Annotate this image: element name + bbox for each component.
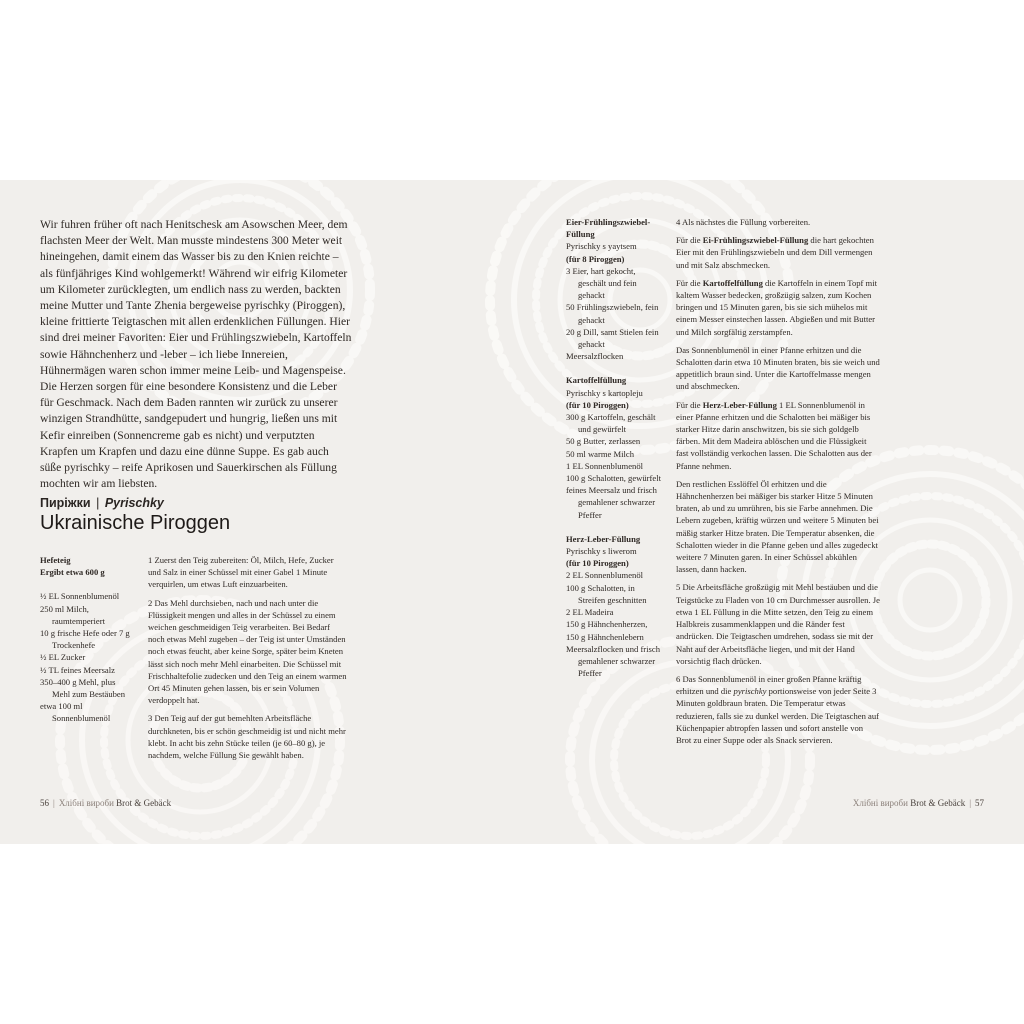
filling-ingredient-item: 50 ml warme Milch (566, 448, 635, 459)
step-text: die Kartoffeln in einem Topf mit kaltem Wasser bedecken, großzügig salzen, zum Kochen bringen und 15 Minuten garen, bis sie sich mühelos mit einem Messer einstechen lassen. Abgießen und mit Butter und Milch sorgfältig zerstampfen. (676, 277, 878, 337)
filling-ingredient-item: 150 g Hähnchenherzen, (566, 619, 648, 630)
filling-yield: (für 10 Piroggen) (566, 558, 629, 569)
dough-yield: Ergibt etwa 600 g (40, 567, 105, 578)
footer-section-left: Brot & Gebäck (116, 798, 172, 808)
footer-left: 56 | Хлібні вироби Brot & Gebäck (40, 798, 172, 808)
filling-ingredient-item: 100 g Schalotten, in Streifen geschnitten (566, 582, 647, 605)
filling-yield: (für 8 Piroggen) (566, 253, 625, 264)
subtitle-german: Pyrischky (104, 496, 164, 510)
method-step: 3 Den Teig auf der gut bemehlten Arbeitsfläche durchkneten, bis er schön geschmeidig ist und nicht mehr klebt. In acht bis zehn Stücke teilen (je 60–80 g), je nachdem, welche Füllung Sie gewählt haben. (148, 713, 346, 761)
intro-text: Wir fuhren früher oft nach Henitschesk am Asowschen Meer, dem flachsten Meer der Welt. Man musste mindestens 300 Meter weit hineingehen, damit einem das Wasser bis zu den Knien reichte – als fünfjähriges Kind wohlgemerkt! Während wir eifrig Kilometer um Kilometer zurücklegten, um endlich nass zu werden, backten meine Mutter und Tante Zhenia bergeweise pyrischky (Piroggen), kleine frittierte Teigtaschen mit allen erdenklichen Füllungen. Hier sind drei meiner Favoriten: Eier und Frühlingszwiebeln, Kartoffeln sowie Hähnchenherz und -leber – ich liebe Innereien, Hühnermägen waren schon immer meine Leib- und Magenspeise. Die Herzen sorgen für eine besondere Konsistenz und die Leber für Geschmack. Nach dem Baden rannten wir zurück zu unserer winzigen Strandhütte, sandgepudert und hungrig, ließen uns mit Kefir einreiben (Sonnencreme gab es nicht) und verputzten Krapfen um Krapfen und dazu eine dünne Suppe. Es gab auch süße pyrischky – reife Aprikosen und Sauerkirschen als Füllung mochten wir am liebsten. (40, 218, 352, 491)
filling-ingredient-item: 2 EL Madeira (566, 607, 614, 618)
filling-subtitle: Pyrischky s kartopleju (566, 387, 643, 398)
step-text: 4 Als nächstes die Füllung vorbereiten. (676, 217, 811, 227)
step-italic-text: pyrischky (733, 686, 767, 697)
dough-ingredient-item: ½ TL feines Meersalz (40, 664, 115, 675)
filling-ingredient-item: 20 g Dill, samt Stielen fein gehackt (566, 326, 659, 350)
filling-block (566, 374, 662, 520)
method-step (676, 344, 880, 393)
page-number-left: 56 (40, 798, 49, 808)
step-bold-text: Herz-Leber-Füllung (702, 399, 777, 410)
step-lead-text: Für die (676, 235, 703, 246)
filling-ingredient-item: 3 Eier, hart gekocht, geschält und fein gehackt (566, 265, 637, 301)
step-text: Das Sonnenblumenöl in einer Pfanne erhitzen und die Schalotten darin etwa 10 Minuten braten, bis sie weich und appetitlich braun sind. Unter die Kartoffelmasse mengen und abschmecken. (676, 344, 880, 392)
method-step: 2 Das Mehl durchsieben, nach und nach unter die Flüssigkeit mengen und alles in der Schüssel zu einem weichen geschmeidigen Teig verarbeiten. Bei Bedarf noch etwas Mehl zugeben – der Teig ist unter Umständen noch etwas feucht, aber keine Sorge, später beim Kneten lässt sich noch mehr Mehl einarbeiten. Die Schüssel mit Frischhaltefolie zudecken und den Teig an einem warmen Ort 45 Minuten gehen lassen, bis er sein Volumen verdoppelt hat. (148, 597, 347, 706)
filling-ingredient-item: 50 Frühlingszwiebeln, fein gehackt (566, 302, 659, 325)
dough-ingredient-item: 250 ml Milch, raumtemperiert (40, 603, 105, 626)
filling-ingredient-item: Meersalzflocken und frisch gemahlener schwarzer Pfeffer (566, 643, 661, 679)
step-bold-text: Kartoffelfüllung (702, 277, 763, 288)
method-steps-right (676, 216, 880, 752)
step-lead-text: 6 Das Sonnenblumenöl in einer großen Pfanne kräftig erhitzen und die (676, 673, 862, 697)
filling-ingredient-item: feines Meersalz und frisch gemahlener schwarzer Pfeffer (566, 485, 657, 520)
filling-subtitle: Pyrischky s liwerom (566, 546, 637, 557)
method-step: 1 Zuerst den Teig zubereiten: Öl, Milch, Hefe, Zucker und Salz in einer Schüssel mit einer Gabel 1 Minute verquirlen, um etwas Luft einzuarbeiten. (148, 555, 334, 590)
book-spread (0, 180, 1024, 844)
dough-ingredient-item: ½ EL Zucker (40, 652, 86, 663)
recipe-title: Ukrainische Piroggen (40, 512, 231, 534)
filling-ingredient-list (566, 411, 662, 521)
filling-block (566, 216, 662, 362)
dough-ingredient-item: 10 g frische Hefe oder 7 g Trockenhefe (40, 628, 130, 651)
filling-title: Herz-Leber-Füllung (566, 533, 641, 544)
subtitle-ukrainian: Пиріжки (40, 496, 91, 510)
method-step (676, 234, 880, 271)
filling-ingredient-list (566, 569, 662, 679)
filling-ingredient-item: 1 EL Sonnenblumenöl (566, 460, 644, 471)
filling-ingredient-item: 100 g Schalotten, gewürfelt (566, 473, 661, 484)
footer-right: Хлібні вироби Brot & Gebäck | 57 (852, 798, 984, 808)
step-text: Den restlichen Esslöffel Öl erhitzen und die Hähnchenherzen bei mäßiger bis starker Hitze 5 Minuten braten, ab und zu umrühren, bis sie Farbe annehmen. Die Lebern zugeben, kräftig würzen und weitere 5 Minuten bei mäßig starker Hitze braten. Die Temperatur absenken, die Schalotten wieder in die Pfanne geben und alles zugedeckt weitere 7 Minuten garen. In einer Schüssel abkühlen lassen, dann hacken. (676, 478, 879, 575)
step-bold-text: Ei-Frühlingszwiebel-Füllung (702, 235, 809, 246)
filling-subtitle: Pyrischky s yaytsem (566, 241, 637, 252)
method-step (676, 673, 880, 746)
step-lead-text: Für die (676, 399, 703, 410)
method-step (676, 399, 880, 472)
dough-ingredient-list (40, 590, 132, 724)
filling-ingredient-list (566, 265, 662, 363)
step-text: portionsweise von jeder Seite 3 Minuten goldbraun braten. Die Temperatur etwas reduzieren, falls sie zu dunkel werden. Die Teigtaschen auf Küchenpapier abtropfen lassen und sofort anstelle von Brot zu einer Suppe oder als Snack servieren. (676, 686, 880, 745)
step-text: 1 EL Sonnenblumenöl in einer Pfanne erhitzen und die Schalotten bei mäßiger bis starker Hitze darin anschwitzen, bis sie sich goldgelb färben. Mit dem Madeira ablöschen und die Flüssigkeit fast vollständig verkochen lassen. Die Schalotten aus der Pfanne nehmen. (676, 399, 872, 471)
method-step (676, 581, 880, 666)
page-number-right: 57 (975, 798, 984, 808)
filling-yield: (für 10 Piroggen) (566, 399, 629, 410)
method-step (676, 216, 880, 228)
filling-ingredient-item: 50 g Butter, zerlassen (566, 436, 641, 447)
footer-ukrainian-right: Хлібні вироби (852, 798, 908, 808)
footer-ukrainian-left: Хлібні вироби (58, 798, 114, 808)
dough-ingredient-item: etwa 100 ml Sonnenblumenöl (40, 701, 111, 724)
dough-ingredient-item: 350–400 g Mehl, plus Mehl zum Bestäuben (40, 676, 126, 700)
subtitle-separator: | (96, 496, 100, 510)
step-text: 5 Die Arbeitsfläche großzügig mit Mehl bestäuben und die Teigstücke zu Fladen von 10 cm Durchmesser ausrollen. Je etwa 1 EL Füllung in die Mitte setzen, den Teig zu einem Halbkreis zusammenklappen und die Ränder fest andrücken. Die Teigtaschen umdrehen, sodass sie mit der Naht auf der Arbeitsfläche liegen, und mit der Hand vorsichtig flach drücken. (676, 582, 880, 666)
method-step (676, 277, 880, 338)
fillings-ingredients (566, 216, 662, 691)
dough-title: Hefeteig (40, 555, 71, 565)
step-text: die hart gekochten Eier mit den Frühlingszwiebeln und dem Dill vermengen und mit Salz abschmecken. (676, 235, 874, 270)
filling-ingredient-item: Meersalzflocken (566, 351, 624, 362)
recipe-subtitle (40, 496, 164, 510)
filling-block (566, 533, 662, 679)
dough-ingredient-item: ½ EL Sonnenblumenöl (40, 591, 120, 602)
dough-ingredients (40, 554, 132, 725)
filling-title: Eier-Frühlingszwiebel-Füllung (566, 217, 651, 240)
method-step (676, 478, 880, 576)
filling-title: Kartoffelfüllung (566, 375, 627, 386)
intro-paragraph (40, 217, 352, 492)
method-steps-left (148, 554, 348, 767)
filling-ingredient-item: 150 g Hähnchenlebern (566, 631, 644, 642)
footer-section-right: Brot & Gebäck (910, 798, 966, 808)
filling-ingredient-item: 300 g Kartoffeln, geschält und gewürfelt (566, 412, 656, 435)
filling-ingredient-item: 2 EL Sonnenblumenöl (566, 570, 644, 581)
step-lead-text: Für die (676, 277, 703, 288)
